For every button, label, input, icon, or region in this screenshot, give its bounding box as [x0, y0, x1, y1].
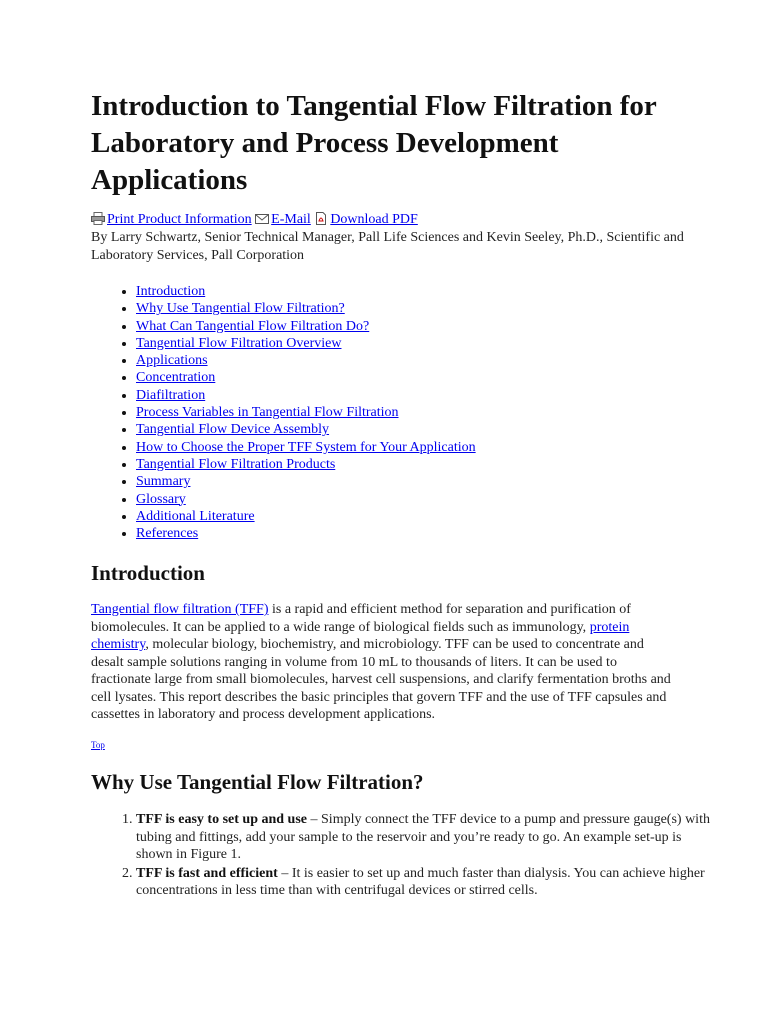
- toc-item: [136, 456, 476, 473]
- toc-link[interactable]: Summary: [136, 474, 191, 490]
- toc-link[interactable]: Applications: [136, 353, 208, 369]
- reason-text: – Simply connect the TFF device to a pump and pressure gauge(s) with tubing and fittings, add your sample to the reservoir and you’re ready to go. An example set-up is shown in Figure 1.: [136, 812, 710, 862]
- toc-link[interactable]: Glossary: [136, 491, 186, 507]
- print-product-info-link[interactable]: Print Product Information: [107, 212, 252, 227]
- list-item: [136, 811, 716, 864]
- toc-item: [136, 473, 476, 490]
- reason-title: TFF is fast and efficient: [136, 865, 278, 881]
- intro-text-1: is a rapid and efficient method for separation and purification of biomolecules. It can be applied to a wide range of biological fields such as immunology,: [91, 602, 631, 635]
- toc-item: [136, 318, 476, 335]
- toc-item: [136, 387, 476, 404]
- toc-item: [136, 369, 476, 386]
- toc-item: [136, 421, 476, 438]
- toc-item: [136, 439, 476, 456]
- action-toolbar: [91, 211, 418, 229]
- back-to-top-link[interactable]: Top: [91, 740, 105, 750]
- envelope-icon: [255, 212, 269, 225]
- introduction-heading: Introduction: [91, 561, 205, 585]
- toc-item: [136, 300, 476, 317]
- reason-title: TFF is easy to set up and use: [136, 812, 308, 827]
- toc-link[interactable]: Process Variables in Tangential Flow Filtration: [136, 405, 399, 421]
- toc-link[interactable]: Tangential Flow Filtration Overview: [136, 335, 342, 351]
- toc-link[interactable]: Tangential Flow Filtration Products: [136, 456, 336, 472]
- toc-link[interactable]: References: [136, 526, 199, 542]
- printer-icon: [91, 212, 105, 225]
- list-item: [136, 865, 716, 900]
- why-use-tff-heading: Why Use Tangential Flow Filtration?: [91, 770, 424, 794]
- toc-item: [136, 404, 476, 421]
- reasons-list: [91, 811, 716, 901]
- toc-link[interactable]: Diafiltration: [136, 387, 206, 403]
- toc-link[interactable]: How to Choose the Proper TFF System for Your Application: [136, 439, 476, 455]
- toc-link[interactable]: Additional Literature: [136, 508, 255, 524]
- introduction-paragraph: [91, 601, 677, 724]
- toc-link[interactable]: Concentration: [136, 370, 216, 386]
- pdf-icon: [314, 212, 328, 225]
- toc-item: [136, 283, 476, 300]
- toc-link[interactable]: Why Use Tangential Flow Filtration?: [136, 301, 345, 317]
- toc-item: [136, 525, 476, 542]
- toc-item: [136, 352, 476, 369]
- byline: By Larry Schwartz, Senior Technical Manager, Pall Life Sciences and Kevin Seeley, Ph.D., Scientific and Laboratory Services, Pall Corporation: [91, 230, 684, 263]
- tff-link[interactable]: Tangential flow filtration (TFF): [91, 602, 269, 617]
- toc-item: [136, 491, 476, 508]
- page-title: Introduction to Tangential Flow Filtration for Laboratory and Process Development Applications: [91, 90, 657, 196]
- toc-link[interactable]: Introduction: [136, 284, 206, 299]
- protein-chemistry-link[interactable]: protein chemistry: [91, 619, 630, 652]
- download-pdf-link[interactable]: Download PDF: [330, 212, 418, 227]
- reason-text: – It is easier to set up and much faster than dialysis. You can achieve higher concentrations in less time than with centrifugal devices or stirred cells.: [136, 865, 705, 898]
- email-link[interactable]: E-Mail: [271, 212, 311, 227]
- toc-item: [136, 508, 476, 525]
- toc-link[interactable]: Tangential Flow Device Assembly: [136, 422, 330, 438]
- table-of-contents: [91, 283, 476, 542]
- toc-item: [136, 335, 476, 352]
- toc-link[interactable]: What Can Tangential Flow Filtration Do?: [136, 318, 370, 334]
- intro-text-2: , molecular biology, biochemistry, and microbiology. TFF can be used to concentrate and desalt sample solutions ranging in volume from 10 mL to thousands of liters. It can be used to fractionate large from small biomolecules, harvest cell suspensions, and clarify fermentation broths and cell lysates. This report describes the basic principles that govern TFF and the use of TFF capsules and cassettes in laboratory and process development applications.: [91, 637, 671, 722]
